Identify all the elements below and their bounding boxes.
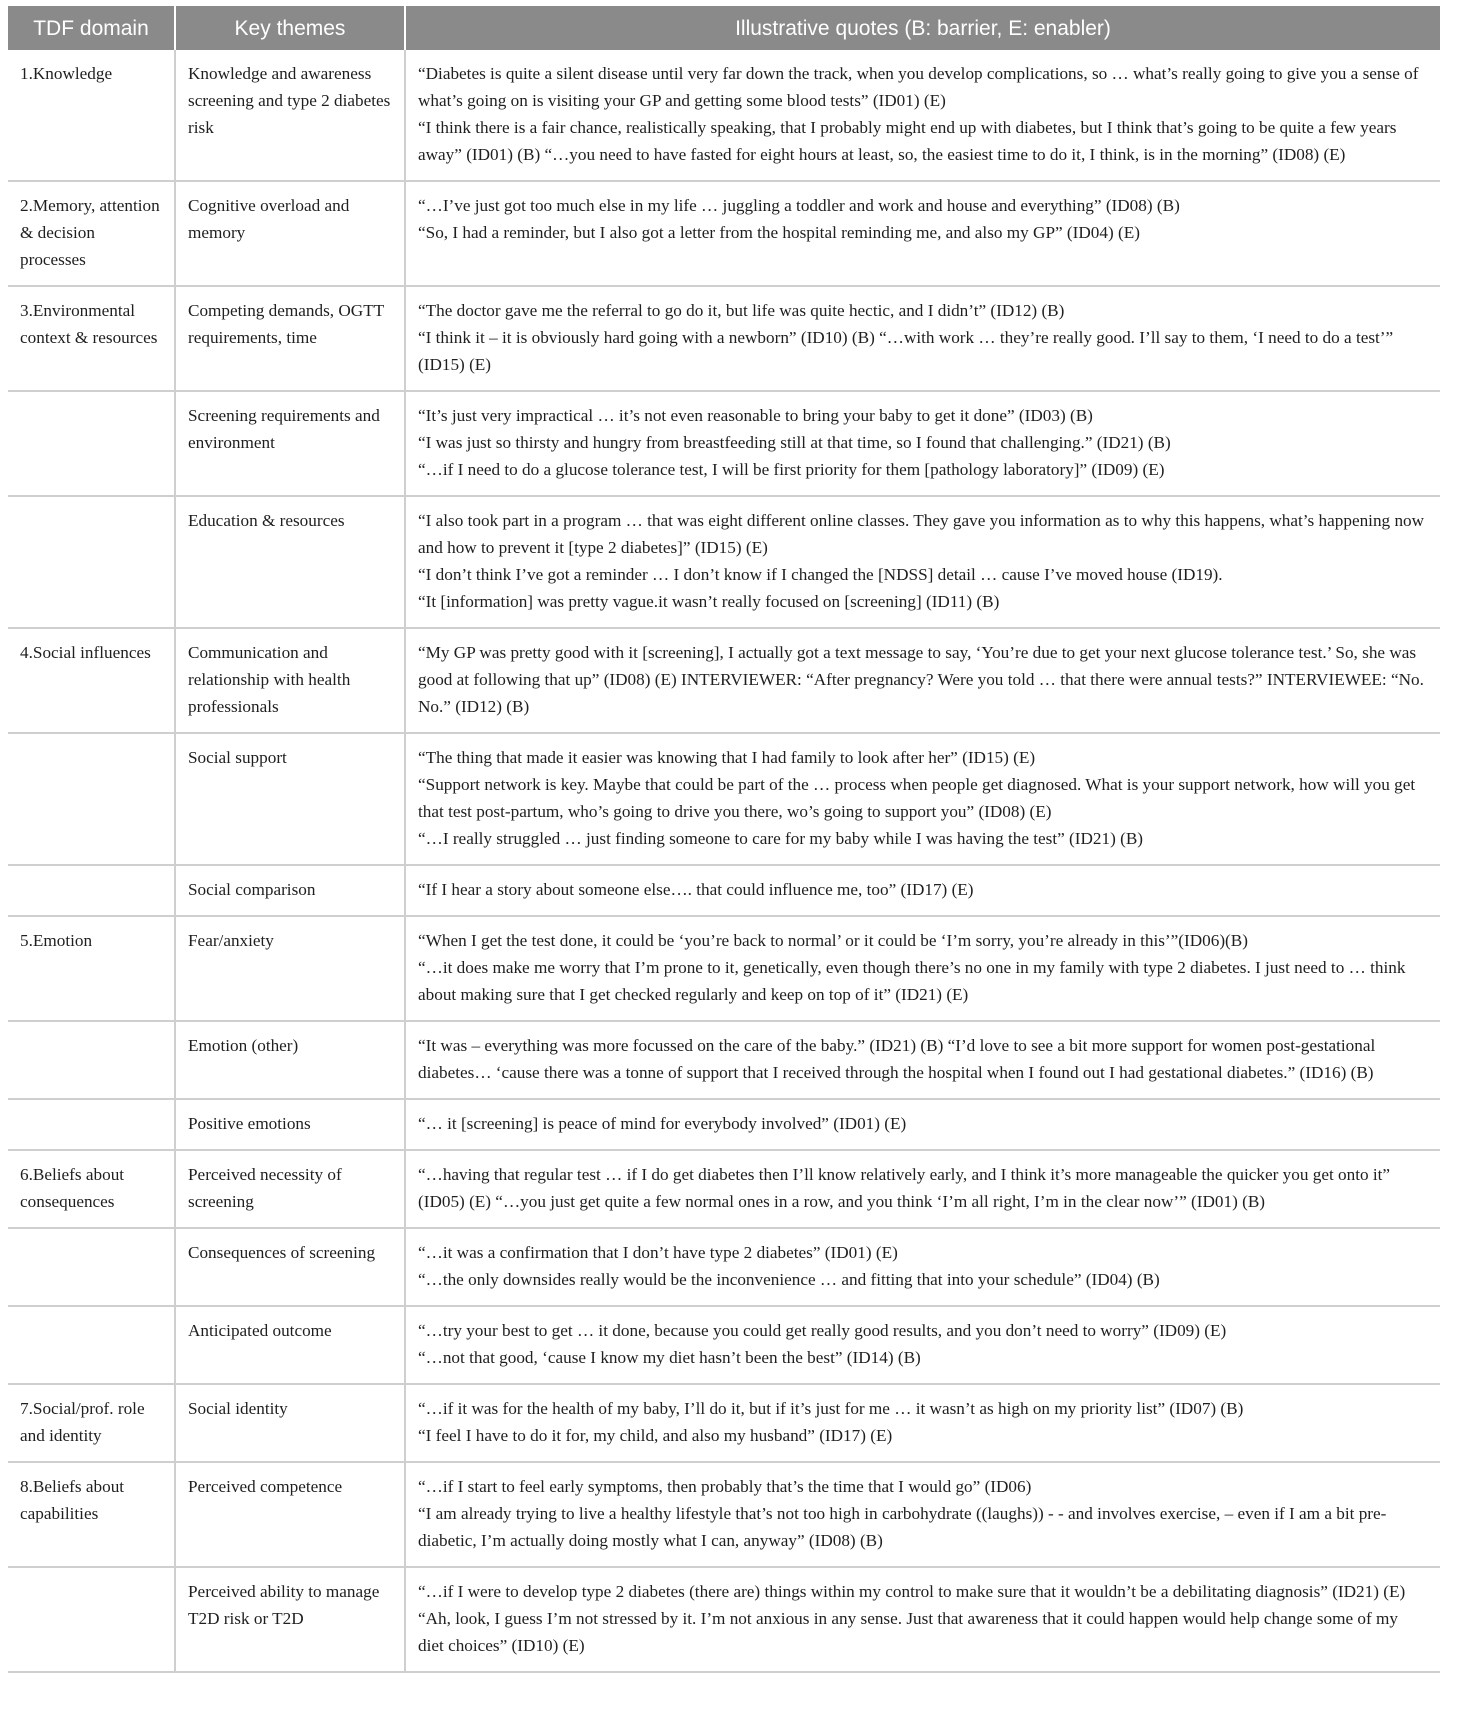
quote-text: “…if I were to develop type 2 diabetes (there are) things within my control to make sure that it wouldn’t be a debilitating diagnosis” (ID21) (E) “Ah, look, I guess I’m not stressed by it. I’m not anxious in any sense. Just that awareness that it could happen would help change some of my diet choices” (ID10) (E) [418,1582,1406,1655]
header-tdf-domain: TDF domain [8,6,175,50]
key-theme-cell: Education & resources [175,496,405,628]
header-key-themes: Key themes [175,6,405,50]
quotes-cell [405,1567,1440,1672]
table-row [8,1228,1440,1306]
table-row [8,286,1440,391]
key-theme-cell: Anticipated outcome [175,1306,405,1384]
tdf-domain-cell: 7.Social/prof. role and identity [8,1384,175,1462]
table-row [8,733,1440,865]
quote-text: “…having that regular test … if I do get diabetes then I’ll know relatively early, and I think it’s more manageable the quicker you get onto it” (ID05) (E) “…you just get quite a few normal ones in a row, and you think ‘I’m all right, I’m in the clear now’” (ID01) (B) [418,1165,1391,1211]
quotes-cell [405,628,1440,733]
key-theme-cell: Knowledge and awareness screening and type 2 diabetes risk [175,50,405,181]
header-row [8,6,1440,50]
table-row [8,1567,1440,1672]
quotes-cell [405,1228,1440,1306]
quotes-cell [405,865,1440,916]
quote-text: “If I hear a story about someone else…. that could influence me, too” (ID17) (E) [418,880,974,899]
tdf-domain-cell [8,1228,175,1306]
tdf-domain-cell [8,1567,175,1672]
quote-text: “…try your best to get … it done, because you could get really good results, and you don’t need to worry” (ID09) (E) [418,1321,1227,1340]
table-row [8,496,1440,628]
quote-text: “…I’ve just got too much else in my life … juggling a toddler and work and house and everything” (ID08) (B) [418,196,1180,215]
quotes-cell [405,496,1440,628]
quotes-cell [405,391,1440,496]
key-theme-cell: Social identity [175,1384,405,1462]
key-theme-cell: Perceived competence [175,1462,405,1567]
quote-text: “It was – everything was more focussed on the care of the baby.” (ID21) (B) “I’d love to see a bit more support for women post-gestational diabetes… ‘cause there was a tonne of support that I received through the hospital when I found out I had gestational diabetes.” (ID16) (B) [418,1036,1376,1082]
quote-text: “It [information] was pretty vague.it wasn’t really focused on [screening] (ID11) (B) [418,592,1000,611]
table-row [8,1099,1440,1150]
table-row [8,1150,1440,1228]
table-row [8,1384,1440,1462]
quote-text: “I was just so thirsty and hungry from breastfeeding still at that time, so I found that challenging.” (ID21) (B) [418,433,1171,452]
tdf-domain-cell: 4.Social influences [8,628,175,733]
quote-text: “I don’t think I’ve got a reminder … I don’t know if I changed the [NDSS] detail … cause I’ve moved house (ID19). [418,565,1223,584]
quote-text: “I think there is a fair chance, realistically speaking, that I probably might end up with diabetes, but I think that’s going to be quite a few years away” (ID01) (B) “…you need to have fasted for eight hours at least, so, the easiest time to do it, I think, is in the morning” (ID08) (E) [418,118,1397,164]
tdf-domain-cell [8,865,175,916]
quote-text: “…if I need to do a glucose tolerance test, I will be first priority for them [pathology laboratory]” (ID09) (E) [418,460,1165,479]
quote-text: “… it [screening] is peace of mind for everybody involved” (ID01) (E) [418,1114,907,1133]
quotes-cell [405,1462,1440,1567]
key-theme-cell: Perceived ability to manage T2D risk or T2D [175,1567,405,1672]
table-header [8,6,1440,50]
quote-text: “…not that good, ‘cause I know my diet hasn’t been the best” (ID14) (B) [418,1348,921,1367]
quote-text: “When I get the test done, it could be ‘you’re back to normal’ or it could be ‘I’m sorry, you’re already in this’”(ID06)(B) [418,931,1248,950]
quote-text: “Support network is key. Maybe that could be part of the … process when people get diagnosed. What is your support network, how will you get that test post-partum, who’s going to drive you there, wo’s going to support you” (ID08) (E) [418,775,1416,821]
table-row [8,50,1440,181]
quote-text: “The thing that made it easier was knowing that I had family to look after her” (ID15) (E) [418,748,1036,767]
table-body [8,50,1440,1672]
quote-text: “I think it – it is obviously hard going with a newborn” (ID10) (B) “…with work … they’re really good. I’ll say to them, ‘I need to do a test’” (ID15) (E) [418,328,1394,374]
quote-text: “…it does make me worry that I’m prone to it, genetically, even though there’s no one in my family with type 2 diabetes. I just need to … think about making sure that I get checked regularly and keep on top of it” (ID21) (E) [418,958,1406,1004]
quotes-cell [405,50,1440,181]
key-theme-cell: Social support [175,733,405,865]
quote-text: “…the only downsides really would be the inconvenience … and fitting that into your schedule” (ID04) (B) [418,1270,1160,1289]
table-row [8,628,1440,733]
quotes-cell [405,1306,1440,1384]
tdf-domain-cell [8,496,175,628]
quotes-cell [405,733,1440,865]
quotes-cell [405,1021,1440,1099]
table-row [8,1462,1440,1567]
table-row [8,181,1440,286]
table-row [8,916,1440,1021]
table-row [8,1306,1440,1384]
tdf-quotes-table [8,6,1440,1673]
table-row [8,391,1440,496]
quotes-cell [405,181,1440,286]
quote-text: “I am already trying to live a healthy lifestyle that’s not too high in carbohydrate ((laughs)) - - and involves exercise, – even if I am a bit pre-diabetic, I’m actually doing mostly what I can, anyway” (ID08) (B) [418,1504,1387,1550]
quote-text: “I also took part in a program … that was eight different online classes. They gave you information as to why this happens, what’s happening now and how to prevent it [type 2 diabetes]” (ID15) (E) [418,511,1425,557]
key-theme-cell: Communication and relationship with health professionals [175,628,405,733]
tdf-domain-cell [8,1099,175,1150]
quotes-cell [405,916,1440,1021]
key-theme-cell: Screening requirements and environment [175,391,405,496]
key-theme-cell: Cognitive overload and memory [175,181,405,286]
key-theme-cell: Positive emotions [175,1099,405,1150]
quote-text: “…I really struggled … just finding someone to care for my baby while I was having the test” (ID21) (B) [418,829,1144,848]
quote-text: “My GP was pretty good with it [screening], I actually got a text message to say, ‘You’re due to get your next glucose tolerance test.’ So, she was good at following that up” (ID08) (E) INTERVIEWER: “After pregnancy? Were you told … that there were annual tests?” INTERVIEWEE: “No. No.” (ID12) (B) [418,643,1424,716]
key-theme-cell: Competing demands, OGTT requirements, time [175,286,405,391]
tdf-domain-cell [8,1306,175,1384]
tdf-domain-cell [8,391,175,496]
quote-text: “Diabetes is quite a silent disease until very far down the track, when you develop complications, so … what’s really going to give you a sense of what’s going on is visiting your GP and getting some blood tests” (ID01) (E) [418,64,1419,110]
quote-text: “…if I start to feel early symptoms, then probably that’s the time that I would go” (ID06) [418,1477,1032,1496]
key-theme-cell: Fear/anxiety [175,916,405,1021]
quote-text: “…if it was for the health of my baby, I’ll do it, but if it’s just for me … it wasn’t as high on my priority list” (ID07) (B) [418,1399,1244,1418]
quote-text: “…it was a confirmation that I don’t have type 2 diabetes” (ID01) (E) [418,1243,898,1262]
tdf-domain-cell: 5.Emotion [8,916,175,1021]
quote-text: “The doctor gave me the referral to go do it, but life was quite hectic, and I didn’t” (ID12) (B) [418,301,1065,320]
quote-text: “So, I had a reminder, but I also got a letter from the hospital reminding me, and also my GP” (ID04) (E) [418,223,1140,242]
tdf-domain-cell: 3.Environmental context & resources [8,286,175,391]
quotes-cell [405,1150,1440,1228]
table-row [8,865,1440,916]
tdf-domain-cell: 1.Knowledge [8,50,175,181]
tdf-domain-cell: 2.Memory, attention & decision processes [8,181,175,286]
key-theme-cell: Consequences of screening [175,1228,405,1306]
quote-text: “It’s just very impractical … it’s not even reasonable to bring your baby to get it done” (ID03) (B) [418,406,1093,425]
quote-text: “I feel I have to do it for, my child, and also my husband” (ID17) (E) [418,1426,893,1445]
quotes-cell [405,1384,1440,1462]
key-theme-cell: Perceived necessity of screening [175,1150,405,1228]
tdf-domain-cell: 8.Beliefs about capabilities [8,1462,175,1567]
header-illustrative-quotes: Illustrative quotes (B: barrier, E: enabler) [405,6,1440,50]
quotes-cell [405,1099,1440,1150]
tdf-domain-cell: 6.Beliefs about consequences [8,1150,175,1228]
tdf-domain-cell [8,733,175,865]
table-row [8,1021,1440,1099]
tdf-domain-cell [8,1021,175,1099]
key-theme-cell: Emotion (other) [175,1021,405,1099]
quotes-cell [405,286,1440,391]
key-theme-cell: Social comparison [175,865,405,916]
